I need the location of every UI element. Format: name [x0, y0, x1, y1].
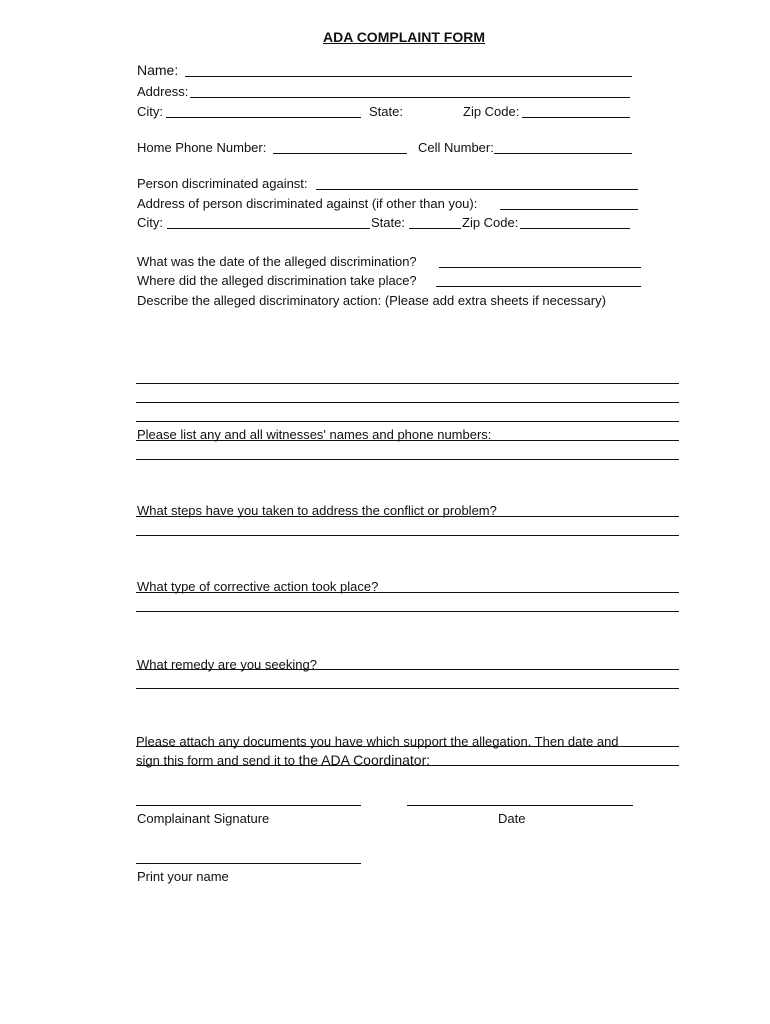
- person-city-line: [167, 228, 370, 229]
- zip-line: [522, 117, 630, 118]
- remedy-line-1: [136, 669, 679, 670]
- person-label: Person discriminated against:: [137, 176, 308, 191]
- steps-question: What steps have you taken to address the conflict or problem?: [137, 503, 497, 518]
- witnesses-line-1: [136, 440, 679, 441]
- person-address-label: Address of person discriminated against (if other than you):: [137, 196, 478, 211]
- corrective-line-2: [136, 611, 679, 612]
- address-label: Address:: [137, 84, 189, 99]
- corrective-question: What type of corrective action took place?: [137, 579, 379, 594]
- complainant-signature-label: Complainant Signature: [137, 811, 270, 826]
- describe-line-1: [136, 383, 679, 384]
- person-line: [316, 189, 638, 190]
- attach-line-2: [136, 765, 679, 766]
- name-line: [185, 76, 632, 77]
- describe-question: Describe the alleged discriminatory action: (Please add extra sheets if necessary): [137, 293, 606, 308]
- place-line: [436, 286, 641, 287]
- place-question: Where did the alleged discrimination take place?: [137, 273, 417, 288]
- remedy-line-2: [136, 688, 679, 689]
- zip-label: Zip Code:: [463, 104, 520, 119]
- date-line: [439, 267, 641, 268]
- date-label: Date: [498, 811, 526, 826]
- name-label: Name:: [137, 62, 179, 78]
- steps-line-1: [136, 516, 679, 517]
- city-line: [166, 117, 361, 118]
- describe-line-3: [136, 421, 679, 422]
- steps-line-2: [136, 535, 679, 536]
- home-phone-label: Home Phone Number:: [137, 140, 267, 155]
- attach-instructions-line-1: Please attach any documents you have which support the allegation. Then date and: [136, 734, 619, 749]
- attach-instructions-line-2b: the ADA Coordinator:: [298, 752, 431, 768]
- home-phone-line: [273, 153, 407, 154]
- remedy-question: What remedy are you seeking?: [137, 657, 317, 672]
- attach-instructions-line-2a: sign this form and send it to: [136, 753, 299, 768]
- person-address-line: [500, 209, 638, 210]
- state-field[interactable]: [408, 103, 462, 120]
- cell-number-label: Cell Number:: [418, 140, 494, 155]
- state-label: State:: [369, 104, 403, 119]
- person-zip-label: Zip Code:: [462, 215, 519, 230]
- person-city-label: City:: [137, 215, 163, 230]
- person-state-line: [409, 228, 461, 229]
- cell-number-line: [494, 153, 632, 154]
- form-title: ADA COMPLAINT FORM: [323, 29, 486, 45]
- describe-field[interactable]: [136, 312, 683, 424]
- signature-line: [136, 805, 361, 806]
- address-line: [190, 97, 630, 98]
- witnesses-question: Please list any and all witnesses' names and phone numbers:: [137, 427, 492, 442]
- date-line-bottom: [407, 805, 633, 806]
- print-name-label: Print your name: [137, 869, 229, 884]
- describe-line-2: [136, 402, 679, 403]
- attach-line-1: [136, 746, 679, 747]
- print-name-line: [136, 863, 361, 864]
- person-state-label: State:: [371, 215, 405, 230]
- corrective-line-1: [136, 592, 679, 593]
- date-question: What was the date of the alleged discrimination?: [137, 254, 417, 269]
- person-zip-line: [520, 228, 630, 229]
- city-label: City:: [137, 104, 163, 119]
- witnesses-line-2: [136, 459, 679, 460]
